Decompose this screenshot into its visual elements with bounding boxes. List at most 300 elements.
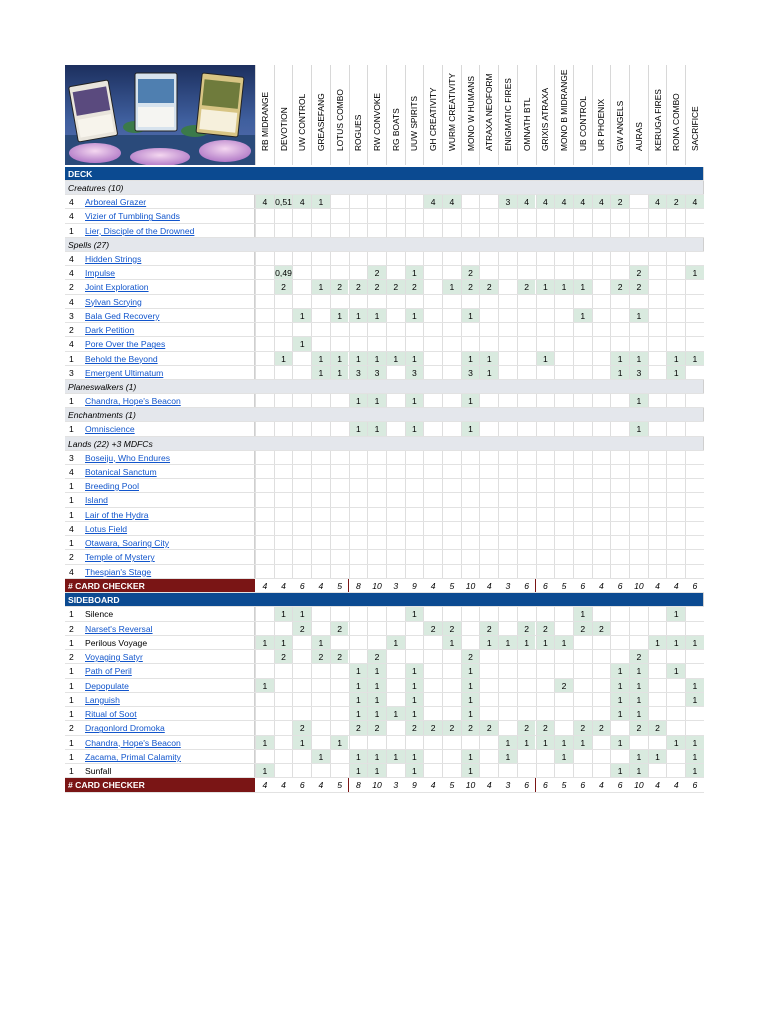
- card-checker-total: 4: [648, 579, 667, 593]
- count-cell: [479, 323, 498, 336]
- count-cell: [554, 465, 573, 478]
- count-cell: [330, 493, 349, 506]
- count-cell: [610, 309, 629, 322]
- count-cell: [479, 266, 498, 279]
- count-cell: 1: [610, 366, 629, 379]
- card-row: [65, 323, 704, 337]
- count-cell: [610, 295, 629, 308]
- card-name-link[interactable]: Pore Over the Pages: [85, 339, 166, 350]
- count-cell: 2: [292, 622, 311, 635]
- count-cell: [330, 266, 349, 279]
- card-name-link[interactable]: Bala Ged Recovery: [85, 310, 160, 321]
- count-cell: [461, 295, 480, 308]
- count-cell: [592, 352, 611, 365]
- count-cell: [255, 465, 274, 478]
- card-name-link[interactable]: Dragonlord Dromoka: [85, 723, 165, 734]
- count-cell: 1: [610, 679, 629, 692]
- count-cell: 1: [349, 422, 368, 435]
- card-name-link[interactable]: Voyaging Satyr: [85, 652, 143, 662]
- count-cell: [423, 565, 442, 578]
- count-cell: [629, 295, 648, 308]
- card-name-link[interactable]: Boseiju, Who Endures: [85, 452, 171, 463]
- count-cell: 2: [666, 195, 685, 208]
- card-name-link[interactable]: Joint Exploration: [85, 282, 149, 293]
- count-cell: 1: [292, 337, 311, 350]
- count-cell: [311, 493, 330, 506]
- count-cell: 2: [629, 650, 648, 663]
- count-cell: [274, 536, 293, 549]
- count-cell: [330, 209, 349, 222]
- card-label-cell: [65, 479, 255, 492]
- count-cell: [405, 195, 424, 208]
- card-quantity: 4: [69, 523, 74, 534]
- card-label-cell: [65, 764, 255, 777]
- card-checker-total: 4: [311, 778, 330, 792]
- count-cell: [330, 693, 349, 706]
- section-label: Enchantments (1): [65, 408, 704, 421]
- card-row: [65, 607, 704, 621]
- card-row: [65, 750, 704, 764]
- column-header-label: GH CREATIVITY: [428, 87, 439, 151]
- count-cell: [648, 422, 667, 435]
- count-cell: 1: [610, 352, 629, 365]
- count-cell: [685, 664, 704, 677]
- count-cell: 2: [330, 280, 349, 293]
- count-cell: [498, 337, 517, 350]
- card-name-link[interactable]: Island: [85, 495, 108, 506]
- count-cell: [311, 522, 330, 535]
- count-cell: [517, 707, 536, 720]
- count-cell: [629, 195, 648, 208]
- count-cell: [292, 650, 311, 663]
- count-cell: [517, 565, 536, 578]
- count-cell: [423, 266, 442, 279]
- count-cell: [461, 479, 480, 492]
- card-label-cell: [65, 750, 255, 763]
- count-cell: 1: [610, 736, 629, 749]
- count-cell: 4: [255, 195, 274, 208]
- count-cell: [498, 465, 517, 478]
- count-cell: [461, 465, 480, 478]
- count-cell: [479, 607, 498, 620]
- count-cell: [536, 664, 555, 677]
- card-name-link[interactable]: Arboreal Grazer: [85, 197, 147, 207]
- card-name-link[interactable]: Lotus Field: [85, 523, 128, 534]
- count-cell: [666, 337, 685, 350]
- count-cell: [517, 508, 536, 521]
- count-cell: [573, 465, 592, 478]
- count-cell: [554, 224, 573, 237]
- count-cell: [386, 764, 405, 777]
- count-cell: [536, 508, 555, 521]
- count-cell: [479, 736, 498, 749]
- count-cell: [349, 522, 368, 535]
- card-name-link[interactable]: Ritual of Soot: [85, 709, 137, 719]
- count-cell: [292, 352, 311, 365]
- column-header-label: DEVOTION: [278, 107, 289, 151]
- count-cell: [330, 536, 349, 549]
- count-cell: [573, 693, 592, 706]
- card-name-link[interactable]: Thespian's Stage: [85, 566, 152, 577]
- count-cell: [292, 252, 311, 265]
- count-cell: [274, 664, 293, 677]
- count-cell: [573, 366, 592, 379]
- count-cell: [648, 508, 667, 521]
- count-cell: [274, 736, 293, 749]
- count-cell: 1: [666, 607, 685, 620]
- count-cell: 2: [330, 650, 349, 663]
- count-cell: [479, 565, 498, 578]
- count-cell: 1: [610, 764, 629, 777]
- count-cell: [479, 422, 498, 435]
- count-cell: 2: [461, 280, 480, 293]
- card-label-cell: [65, 736, 255, 749]
- card-row: [65, 366, 704, 380]
- count-cell: [648, 607, 667, 620]
- count-cell: [442, 679, 461, 692]
- count-cell: [498, 721, 517, 734]
- count-cell: [536, 750, 555, 763]
- count-cell: 1: [311, 636, 330, 649]
- count-cell: [629, 607, 648, 620]
- column-header-label: ATRAXA NEOFORM: [484, 73, 495, 151]
- count-cell: 2: [274, 650, 293, 663]
- card-quantity: 4: [69, 268, 74, 278]
- count-cell: [498, 764, 517, 777]
- card-quantity: 1: [69, 495, 74, 506]
- count-cell: [349, 565, 368, 578]
- card-name-link[interactable]: Narset's Reversal: [85, 623, 153, 634]
- card-name-link[interactable]: Temple of Mystery: [85, 552, 155, 563]
- count-cell: [479, 550, 498, 563]
- column-header-label: RONA COMBO: [671, 93, 682, 151]
- count-cell: 1: [292, 309, 311, 322]
- count-cell: 2: [629, 280, 648, 293]
- count-cell: [367, 636, 386, 649]
- count-cell: [311, 622, 330, 635]
- count-cell: [629, 465, 648, 478]
- count-cell: 1: [311, 280, 330, 293]
- count-cell: 2: [610, 280, 629, 293]
- count-cell: [479, 750, 498, 763]
- column-header-label: WURM CREATIVITY: [446, 72, 457, 151]
- column-header-label: ENIGMATIC FIRES: [502, 78, 513, 151]
- count-cell: 1: [629, 352, 648, 365]
- card-checker-total: 4: [274, 579, 293, 593]
- count-cell: [292, 764, 311, 777]
- count-cell: 2: [367, 721, 386, 734]
- count-cell: [461, 337, 480, 350]
- count-cell: [685, 451, 704, 464]
- count-cell: [349, 622, 368, 635]
- card-label-cell: [65, 280, 255, 293]
- card-name-link[interactable]: Lair of the Hydra: [85, 509, 149, 520]
- count-cell: [311, 394, 330, 407]
- count-cell: [592, 394, 611, 407]
- count-cell: [274, 764, 293, 777]
- count-cell: [255, 522, 274, 535]
- card-checker-total: 10: [367, 579, 386, 593]
- count-cell: [592, 693, 611, 706]
- count-cell: [405, 295, 424, 308]
- count-cell: [423, 352, 442, 365]
- card-checker-total: 6: [517, 778, 536, 792]
- count-cell: 2: [573, 622, 592, 635]
- card-name-link[interactable]: Languish: [85, 694, 120, 705]
- card-row: [65, 693, 704, 707]
- count-cell: 1: [629, 707, 648, 720]
- count-cell: [648, 352, 667, 365]
- count-cell: [648, 536, 667, 549]
- count-cell: [442, 295, 461, 308]
- count-cell: [610, 550, 629, 563]
- count-cell: 1: [685, 750, 704, 763]
- count-cell: [517, 451, 536, 464]
- count-cell: [292, 451, 311, 464]
- count-cell: [255, 607, 274, 620]
- count-cell: 4: [648, 195, 667, 208]
- card-checker-total: 10: [461, 579, 480, 593]
- count-cell: [666, 224, 685, 237]
- count-cell: [442, 508, 461, 521]
- count-cell: [349, 337, 368, 350]
- count-cell: 1: [461, 764, 480, 777]
- count-cell: 2: [479, 721, 498, 734]
- card-name-link[interactable]: Hidden Strings: [85, 253, 142, 264]
- count-cell: [405, 736, 424, 749]
- count-cell: [255, 266, 274, 279]
- count-cell: [648, 465, 667, 478]
- count-cell: [255, 366, 274, 379]
- count-cell: [386, 721, 405, 734]
- count-cell: [292, 565, 311, 578]
- card-name-link[interactable]: Behold the Beyond: [85, 353, 158, 364]
- count-cell: [610, 209, 629, 222]
- column-header-8: [405, 65, 424, 165]
- count-cell: 1: [554, 736, 573, 749]
- card-name-link[interactable]: Zacama, Primal Calamity: [85, 751, 181, 762]
- count-cell: [442, 422, 461, 435]
- count-cell: [442, 266, 461, 279]
- count-cell: [330, 636, 349, 649]
- count-cell: [479, 337, 498, 350]
- card-label-cell: [65, 522, 255, 535]
- count-cell: [405, 636, 424, 649]
- count-cell: [554, 352, 573, 365]
- count-cell: 1: [405, 664, 424, 677]
- count-cell: [292, 679, 311, 692]
- count-cell: 2: [292, 721, 311, 734]
- count-cell: [255, 508, 274, 521]
- count-cell: [498, 422, 517, 435]
- count-cell: 1: [461, 679, 480, 692]
- count-cell: [648, 565, 667, 578]
- count-cell: 4: [423, 195, 442, 208]
- count-cell: [517, 522, 536, 535]
- count-cell: [592, 607, 611, 620]
- count-cell: [349, 607, 368, 620]
- count-cell: [311, 536, 330, 549]
- count-cell: [255, 309, 274, 322]
- count-cell: 1: [330, 309, 349, 322]
- card-name-link[interactable]: Dark Petition: [85, 325, 135, 335]
- count-cell: [536, 295, 555, 308]
- card-checker-total: 6: [536, 579, 555, 593]
- column-header-18: [592, 65, 611, 165]
- count-cell: 1: [666, 352, 685, 365]
- count-cell: [498, 295, 517, 308]
- count-cell: [629, 337, 648, 350]
- count-cell: 1: [349, 309, 368, 322]
- count-cell: [592, 636, 611, 649]
- count-cell: [255, 550, 274, 563]
- card-name-link[interactable]: Emergent Ultimatum: [85, 367, 164, 378]
- count-cell: [666, 493, 685, 506]
- count-cell: [592, 252, 611, 265]
- count-cell: 1: [554, 280, 573, 293]
- count-cell: [386, 309, 405, 322]
- count-cell: [648, 309, 667, 322]
- count-cell: 2: [517, 721, 536, 734]
- count-cell: 1: [255, 679, 274, 692]
- count-cell: 1: [349, 750, 368, 763]
- card-name-link[interactable]: Breeding Pool: [85, 481, 139, 491]
- card-quantity: 1: [69, 737, 74, 748]
- count-cell: [479, 224, 498, 237]
- card-name-link[interactable]: Omniscience: [85, 424, 135, 435]
- count-cell: [592, 736, 611, 749]
- card-checker-total: 9: [405, 778, 424, 792]
- count-cell: [517, 550, 536, 563]
- column-header-label: GREASEFANG: [315, 93, 326, 151]
- count-cell: [536, 422, 555, 435]
- card-name-link[interactable]: Chandra, Hope's Beacon: [85, 737, 181, 748]
- count-cell: [610, 252, 629, 265]
- count-cell: 3: [405, 366, 424, 379]
- count-cell: [423, 295, 442, 308]
- count-cell: [423, 764, 442, 777]
- count-cell: [367, 736, 386, 749]
- column-header-2: [292, 65, 311, 165]
- card-name-link[interactable]: Vizier of Tumbling Sands: [85, 211, 180, 222]
- count-cell: 1: [685, 266, 704, 279]
- card-name-link[interactable]: Otawara, Soaring City: [85, 538, 170, 548]
- count-cell: [386, 622, 405, 635]
- count-cell: 1: [517, 736, 536, 749]
- count-cell: [311, 209, 330, 222]
- count-cell: [479, 493, 498, 506]
- card-label-cell: [65, 707, 255, 720]
- count-cell: [610, 721, 629, 734]
- count-cell: [666, 550, 685, 563]
- count-cell: 1: [405, 422, 424, 435]
- count-cell: [592, 522, 611, 535]
- card-label-cell: [65, 565, 255, 578]
- count-cell: [685, 493, 704, 506]
- count-cell: [405, 550, 424, 563]
- count-cell: [554, 309, 573, 322]
- count-cell: [274, 295, 293, 308]
- card-name-link[interactable]: Chandra, Hope's Beacon: [85, 396, 181, 406]
- count-cell: [292, 750, 311, 763]
- count-cell: [386, 736, 405, 749]
- count-cell: [610, 508, 629, 521]
- count-cell: 1: [461, 422, 480, 435]
- count-cell: [666, 650, 685, 663]
- card-name-link[interactable]: Lier, Disciple of the Drowned: [85, 225, 195, 236]
- card-quantity: 2: [69, 623, 74, 634]
- count-cell: [386, 607, 405, 620]
- count-cell: [386, 679, 405, 692]
- count-cell: [292, 422, 311, 435]
- card-name-link[interactable]: Path of Peril: [85, 666, 132, 677]
- count-cell: [461, 565, 480, 578]
- count-cell: [554, 607, 573, 620]
- card-checker-total: 6: [292, 579, 311, 593]
- count-cell: [592, 266, 611, 279]
- count-cell: [386, 195, 405, 208]
- card-checker-label: # CARD CHECKER: [68, 780, 145, 791]
- count-cell: 2: [349, 721, 368, 734]
- count-cell: 1: [461, 707, 480, 720]
- count-cell: [255, 622, 274, 635]
- count-cell: [405, 209, 424, 222]
- count-cell: 1: [367, 750, 386, 763]
- count-cell: [255, 224, 274, 237]
- count-cell: [442, 465, 461, 478]
- count-cell: [311, 422, 330, 435]
- count-cell: [255, 337, 274, 350]
- card-name-link[interactable]: Botanical Sanctum: [85, 466, 157, 477]
- card-name-link[interactable]: Depopulate: [85, 680, 129, 691]
- card-name-link[interactable]: Impulse: [85, 268, 116, 278]
- count-cell: [629, 550, 648, 563]
- card-checker-row: [65, 579, 704, 594]
- card-checker-total: 6: [292, 778, 311, 792]
- count-cell: [330, 195, 349, 208]
- card-checker-total: 6: [536, 778, 555, 792]
- card-label-cell: [65, 394, 255, 407]
- count-cell: [610, 224, 629, 237]
- card-row: [65, 522, 704, 536]
- count-cell: [517, 224, 536, 237]
- count-cell: [629, 508, 648, 521]
- count-cell: 2: [517, 280, 536, 293]
- count-cell: [685, 366, 704, 379]
- card-label-cell: [65, 679, 255, 692]
- count-cell: 1: [255, 736, 274, 749]
- count-cell: [648, 693, 667, 706]
- count-cell: [311, 721, 330, 734]
- count-cell: [554, 479, 573, 492]
- card-row: [65, 736, 704, 750]
- count-cell: [461, 622, 480, 635]
- count-cell: [349, 736, 368, 749]
- card-row: [65, 352, 704, 366]
- count-cell: [255, 721, 274, 734]
- count-cell: 2: [405, 280, 424, 293]
- count-cell: [274, 707, 293, 720]
- count-cell: [536, 707, 555, 720]
- card-row: [65, 280, 704, 294]
- count-cell: 1: [274, 352, 293, 365]
- count-cell: [255, 650, 274, 663]
- count-cell: 1: [629, 422, 648, 435]
- count-cell: [442, 565, 461, 578]
- count-cell: [629, 536, 648, 549]
- card-name-link[interactable]: Sylvan Scrying: [85, 296, 142, 307]
- count-cell: [367, 522, 386, 535]
